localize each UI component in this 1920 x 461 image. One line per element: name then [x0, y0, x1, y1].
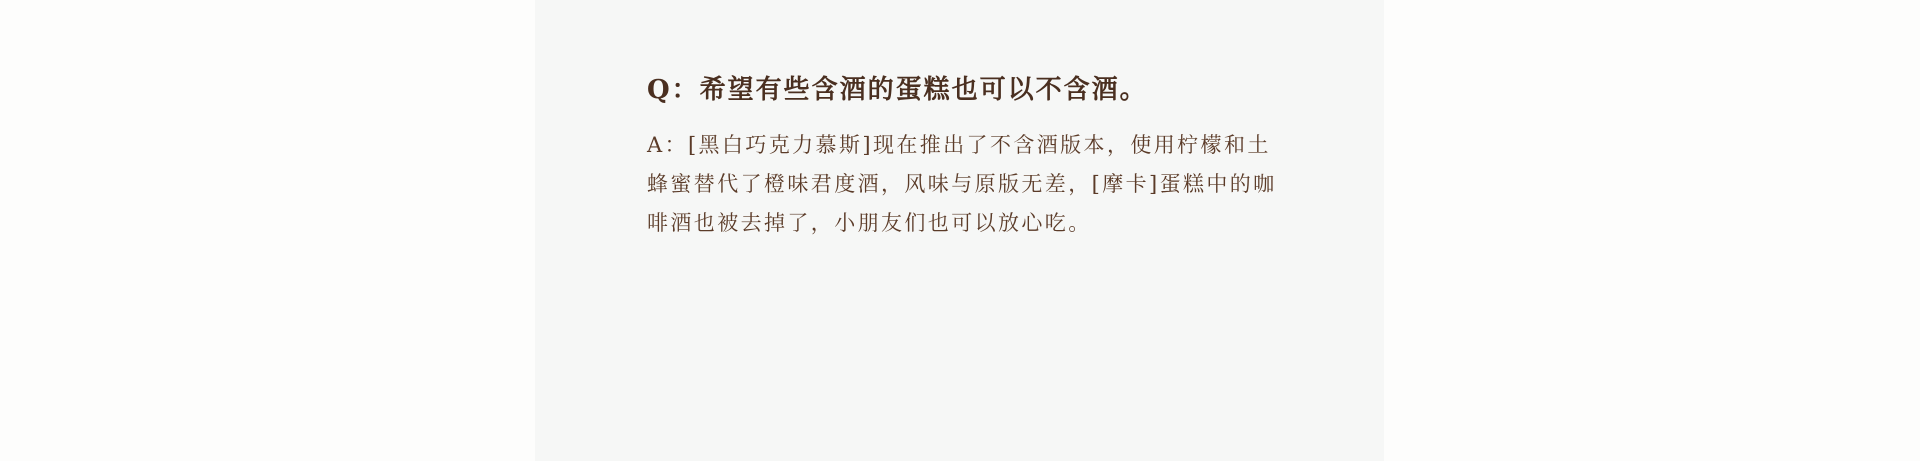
faq-answer-line: A：[黑白巧克力慕斯]现在推出了不含酒版本，使用柠檬和土 [647, 133, 1271, 157]
faq-item [647, 70, 1313, 243]
faq-answer [647, 126, 1313, 243]
faq-answer-line: 蜂蜜替代了橙味君度酒，风味与原版无差，[摩卡]蛋糕中的咖 [647, 172, 1277, 196]
faq-question: Q：希望有些含酒的蛋糕也可以不含酒。 [647, 75, 1148, 105]
faq-answer-line: 啡酒也被去掉了，小朋友们也可以放心吃。 [647, 211, 1092, 235]
faq-panel [535, 0, 1384, 461]
